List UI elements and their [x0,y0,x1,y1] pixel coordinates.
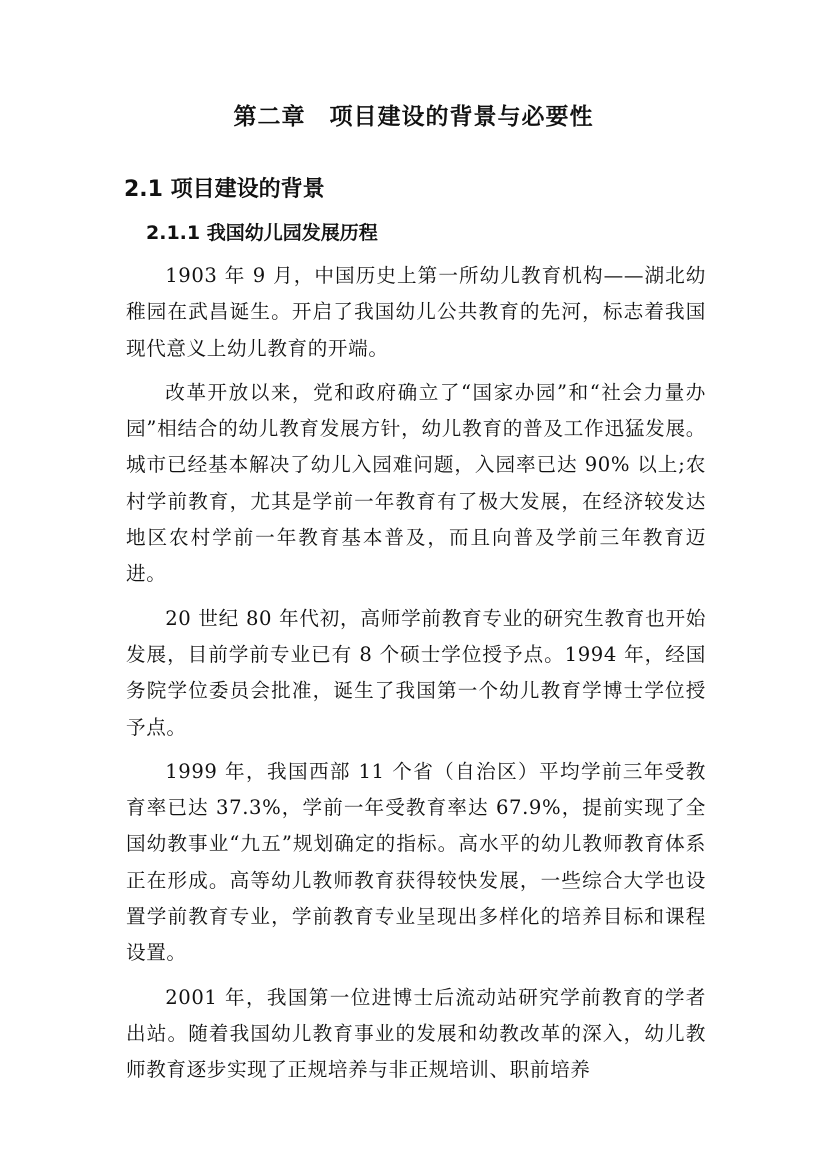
paragraph-1903: 1903 年 9 月，中国历史上第一所幼儿教育机构——湖北幼稚园在武昌诞生。开启了我国幼儿公共教育的先河，标志着我国现代意义上幼儿教育的开端。 [126,264,706,360]
subsection-title: 2.1.1 我国幼儿园发展历程 [146,222,378,244]
body-text [126,258,706,1097]
paragraph-reform: 改革开放以来，党和政府确立了“国家办园”和“社会力量办园”相结合的幼儿教育发展方针，幼儿教育的普及工作迅猛发展。城市已经基本解决了幼儿入园难问题，入园率已达 90% 以上;农村学前教育，尤其是学前一年教育有了极大发展，在经济较发达地区农村学前一年教育基本普及，而且向普及学前三年教育迈进。 [126,380,706,586]
section-title: 2.1 项目建设的背景 [124,177,325,202]
paragraph-2001: 2001 年，我国第一位进博士后流动站研究学前教育的学者出站。随着我国幼儿教育事业的发展和幼教改革的深入，幼儿教师教育逐步实现了正规培养与非正规培训、职前培养 [126,985,706,1082]
paragraph-1999: 1999 年，我国西部 11 个省（自治区）平均学前三年受教育率已达 37.3%，学前一年受教育率达 67.9%，提前实现了全国幼教事业“九五”规划确定的指标。高水平的幼儿教师教育体系正在形成。高等幼儿教师教育获得较快发展，一些综合大学也设置学前教育专业，学前教育专业呈现出多样化的培养目标和课程设置。 [126,759,706,965]
chapter-title: 第二章 项目建设的背景与必要性 [233,104,594,130]
paragraph-1980s: 20 世纪 80 年代初，高师学前教育专业的研究生教育也开始发展，目前学前专业已有 8 个硕士学位授予点。1994 年，经国务院学位委员会批准，诞生了我国第一个幼儿教育学博士学位授予点。 [126,606,706,739]
